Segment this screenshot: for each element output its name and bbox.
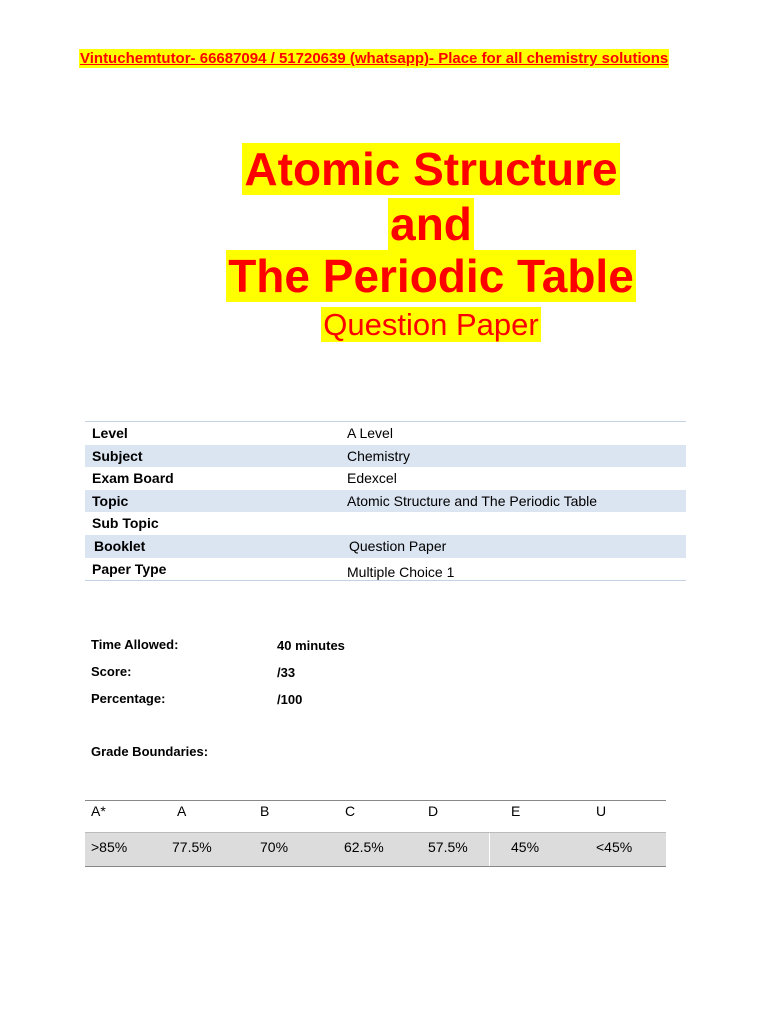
info-row-topic <box>85 490 686 513</box>
grade-value: 70% <box>260 839 289 855</box>
score-label: Score: <box>91 664 132 679</box>
info-row-exam-board <box>85 467 686 490</box>
header-banner: Vintuchemtutor- 66687094 / 51720639 (whatsapp)- Place for all chemistry solutions <box>80 50 669 67</box>
subtitle: Question Paper <box>323 307 539 342</box>
title-block <box>0 143 768 349</box>
grade-divider <box>489 833 490 866</box>
info-value: Atomic Structure and The Periodic Table <box>347 492 598 509</box>
grade-header: D <box>428 803 439 819</box>
info-row-booklet <box>85 535 686 558</box>
grade-header: A <box>177 803 187 819</box>
grade-value: >85% <box>91 839 128 855</box>
percentage <box>91 691 303 707</box>
time-allowed <box>91 637 345 653</box>
score <box>91 664 296 680</box>
info-value: A Level <box>347 425 393 441</box>
grade-value: 77.5% <box>172 839 212 855</box>
info-label: Level <box>92 425 128 441</box>
time-value: 40 minutes <box>277 638 345 653</box>
info-value: Chemistry <box>347 447 411 464</box>
info-row-subject <box>85 445 686 468</box>
grade-header: E <box>511 803 521 819</box>
info-label: Paper Type <box>92 560 167 577</box>
info-label: Sub Topic <box>92 515 159 532</box>
info-value: Question Paper <box>349 537 447 554</box>
score-value: /33 <box>277 665 296 680</box>
info-row-paper-type <box>85 558 686 581</box>
grade-value: 57.5% <box>428 839 468 855</box>
info-label: Exam Board <box>92 470 174 487</box>
grade-header: A* <box>91 803 106 819</box>
info-row-level <box>85 422 686 445</box>
percentage-label: Percentage: <box>91 691 166 706</box>
grade-header-row <box>85 801 666 832</box>
title-line-3: The Periodic Table <box>228 250 634 302</box>
grade-value: <45% <box>596 839 633 855</box>
percentage-value: /100 <box>277 692 303 707</box>
grade-value: 45% <box>511 839 540 855</box>
grade-table <box>85 800 666 867</box>
info-table <box>85 421 686 581</box>
info-value: Multiple Choice 1 <box>347 563 455 580</box>
grade-value: 62.5% <box>344 839 384 855</box>
grade-boundaries-heading: Grade Boundaries: <box>91 744 209 759</box>
time-label: Time Allowed: <box>91 637 179 652</box>
grade-header: C <box>345 803 356 819</box>
info-row-sub-topic <box>85 512 686 535</box>
info-value: Edexcel <box>347 470 397 487</box>
grade-header: B <box>260 803 270 819</box>
info-label: Topic <box>92 492 129 509</box>
info-label: Subject <box>92 447 143 464</box>
title-line-1: Atomic Structure <box>244 143 618 195</box>
title-line-2: and <box>390 198 472 250</box>
info-label: Booklet <box>94 537 146 554</box>
grade-value-row <box>85 832 666 866</box>
grade-header: U <box>596 803 607 819</box>
